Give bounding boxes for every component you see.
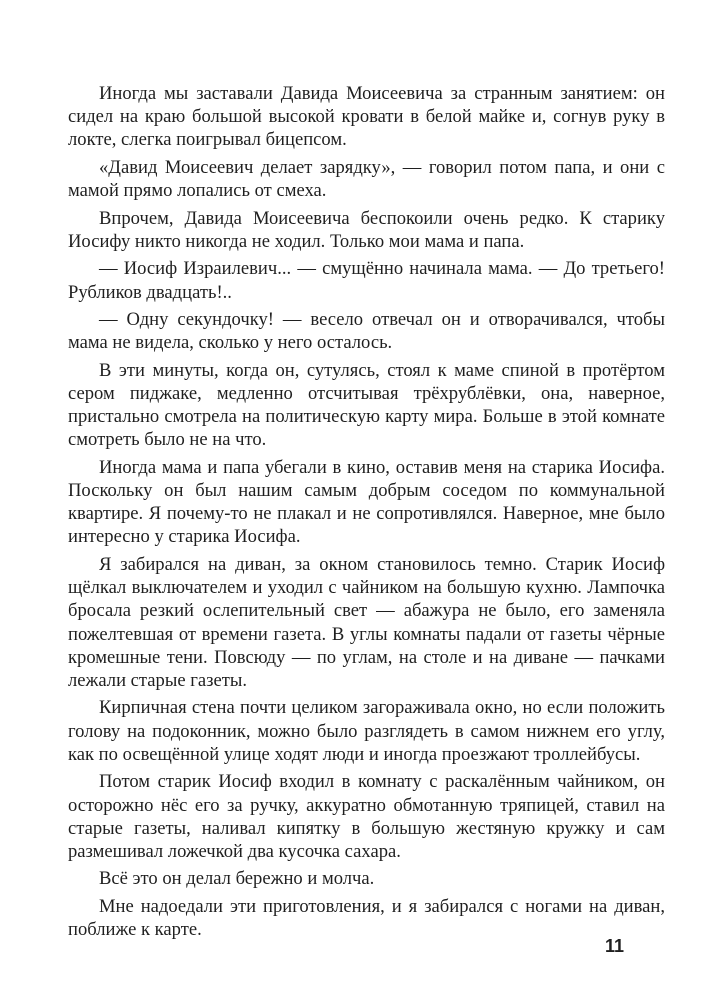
- paragraph: Потом старик Иосиф входил в комнату с раскалённым чайником, он осторожно нёс его за ручку, аккуратно обмотанную тряпицей, ставил на старые газеты, наливал кипятку в большую жестяную кружку и сам размешивал ложечкой два кусочка сахара.: [68, 771, 665, 862]
- paragraph: Всё это он делал бережно и молча.: [99, 868, 375, 890]
- body-text: [68, 82, 665, 946]
- paragraph: — Иосиф Израилевич... — смущённо начинала мама. — До третьего! Рубликов двадцать!..: [68, 258, 665, 303]
- page-number: 11: [604, 936, 624, 956]
- paragraph: Иногда мама и папа убегали в кино, оставив меня на старика Иосифа. Поскольку он был нашим самым добрым соседом по коммунальной квартире. Я почему-то не плакал и не сопротивлялся. Наверное, мне было интересно у старика Иосифа.: [68, 456, 665, 548]
- paragraph: Впрочем, Давида Моисеевича беспокоили очень редко. К старику Иосифу никто никогда не ходил. Только мои мама и папа.: [68, 207, 665, 252]
- paragraph: В эти минуты, когда он, сутулясь, стоял к маме спиной в протёртом сером пиджаке, медленно отсчитывая трёхрублёвки, она, наверное, пристально смотрела на политическую карту мира. Больше в этой комнате смотреть было не на что.: [68, 359, 665, 451]
- paragraph: Иногда мы заставали Давида Моисеевича за странным занятием: он сидел на краю большой высокой кровати в белой майке и, согнув руку в локте, слегка поигрывал бицепсом.: [68, 83, 665, 151]
- paragraph: Я забирался на диван, за окном становилось темно. Старик Иосиф щёлкал выключателем и уходил с чайником на большую кухню. Лампочка бросала резкий ослепительный свет — абажура не было, его заменяла пожелтевшая от времени газета. В углы комнаты падали от газеты чёрные кромешные тени. Повсюду — по углам, на столе и на диване — пачками лежали старые газеты.: [68, 553, 665, 691]
- paragraph: Мне надоедали эти приготовления, и я забирался с ногами на диван, поближе к карте.: [68, 895, 665, 941]
- paragraph: Кирпичная стена почти целиком загораживала окно, но если положить голову на подоконник, можно было разглядеть в самом нижнем его углу, как по освещённой улице ходят люди и иногда проезжают троллейбусы.: [68, 697, 665, 765]
- paragraph: «Давид Моисеевич делает зарядку», — говорил потом папа, и они с мамой прямо лопались от смеха.: [68, 156, 665, 202]
- paragraph: — Одну секундочку! — весело отвечал он и отворачивался, чтобы мама не видела, сколько у него осталось.: [68, 309, 665, 354]
